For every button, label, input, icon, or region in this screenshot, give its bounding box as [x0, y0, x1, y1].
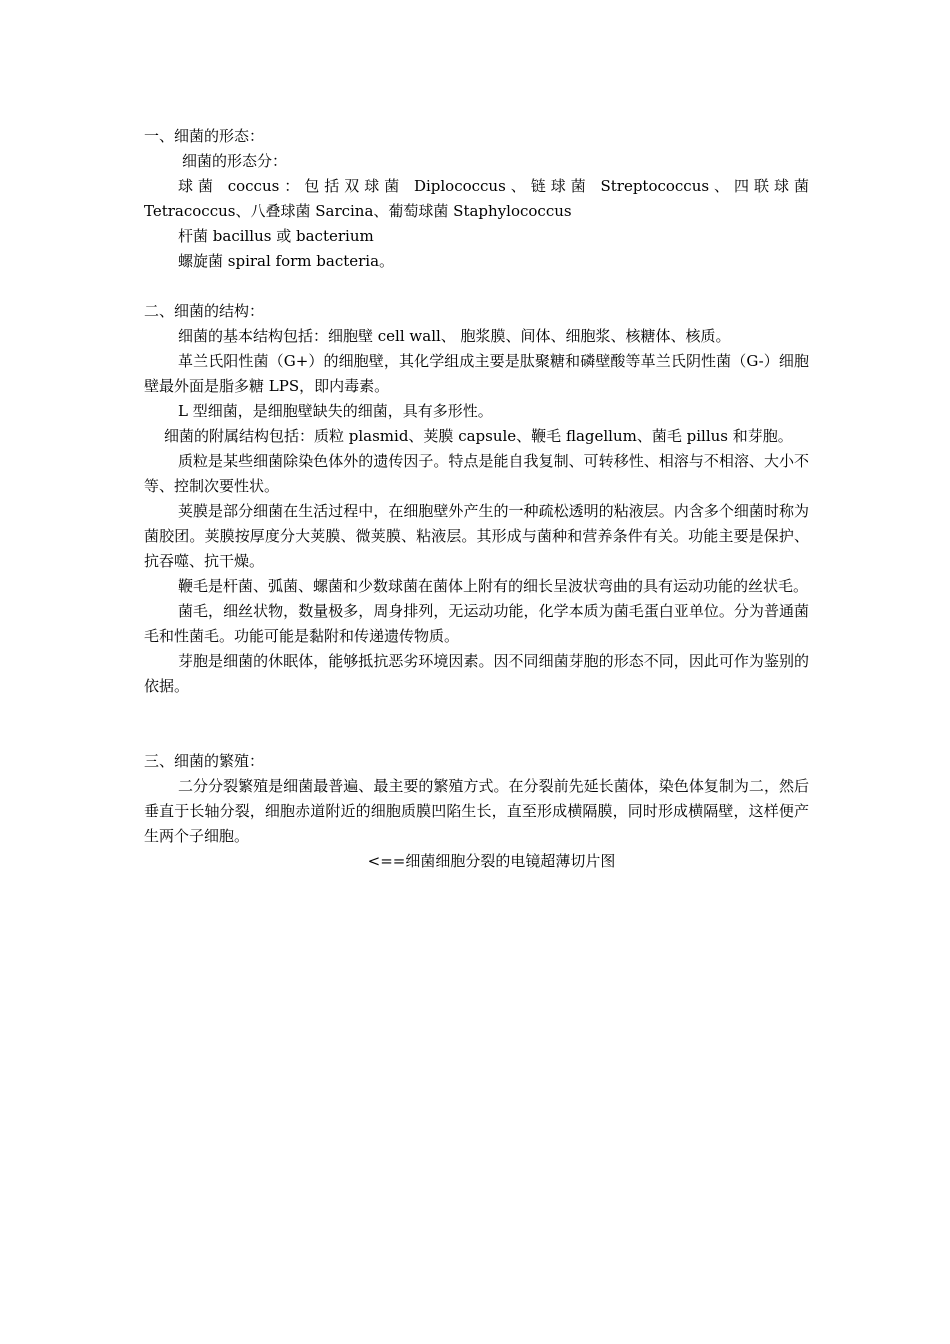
figure-caption: <==细菌细胞分裂的电镜超薄切片图 [367, 852, 616, 870]
section-2-paragraph: 革兰氏阳性菌（G+）的细胞壁，其化学组成主要是肽聚糖和磷壁酸等革兰氏阴性菌（G-）细胞壁最外面是脂多糖 LPS，即内毒素。 [144, 352, 809, 395]
section-1-paragraph: 杆菌 bacillus 或 bacterium [178, 227, 374, 245]
spacer [144, 699, 809, 749]
section-1-paragraph: 细菌的形态分： [182, 152, 288, 170]
section-1-paragraph: 螺旋菌 spiral form bacteria。 [178, 252, 395, 270]
section-3-heading: 三、细菌的繁殖： [144, 752, 265, 770]
section-2-heading: 二、细菌的结构： [144, 302, 265, 320]
section-2-paragraph: L 型细菌，是细胞壁缺失的细菌，具有多形性。 [178, 402, 493, 420]
section-2-paragraph: 芽胞是细菌的休眠体，能够抵抗恶劣环境因素。因不同细菌芽胞的形态不同，因此可作为鉴别的依据。 [144, 652, 809, 695]
section-2-paragraph: 细菌的附属结构包括：质粒 plasmid、荚膜 capsule、鞭毛 flagellum、菌毛 pillus 和芽胞。 [164, 427, 793, 445]
section-3-paragraph: 二分分裂繁殖是细菌最普遍、最主要的繁殖方式。在分裂前先延长菌体，染色体复制为二，然后垂直于长轴分裂，细胞赤道附近的细胞质膜凹陷生长，直至形成横隔膜，同时形成横隔壁，这样便产生两个子细胞。 [144, 777, 809, 845]
section-2-paragraph: 荚膜是部分细菌在生活过程中，在细胞壁外产生的一种疏松透明的粘液层。内含多个细菌时称为菌胶团。荚膜按厚度分大荚膜、微荚膜、粘液层。其形成与菌种和营养条件有关。功能主要是保护、抗吞噬、抗干燥。 [144, 502, 809, 570]
section-2-paragraph: 细菌的基本结构包括：细胞壁 cell wall、 胞浆膜、间体、细胞浆、核糖体、核质。 [178, 327, 731, 345]
section-2-paragraph: 鞭毛是杆菌、弧菌、螺菌和少数球菌在菌体上附有的细长呈波状弯曲的具有运动功能的丝状毛。 [178, 577, 809, 595]
section-1-paragraph: 球菌 coccus：包括双球菌 Diplococcus、链球菌 Streptococcus、四联球菌 Tetracoccus、八叠球菌 Sarcina、葡萄球菌 Staphylococcus [144, 177, 809, 220]
section-2-paragraph: 菌毛，细丝状物，数量极多，周身排列，无运动功能，化学本质为菌毛蛋白亚单位。分为普通菌毛和性菌毛。功能可能是黏附和传递遗传物质。 [144, 602, 809, 645]
spacer [144, 274, 809, 299]
section-2-paragraph: 质粒是某些细菌除染色体外的遗传因子。特点是能自我复制、可转移性、相溶与不相溶、大小不等、控制次要性状。 [144, 452, 809, 495]
document-page [144, 124, 809, 874]
section-1-heading: 一、细菌的形态： [144, 127, 265, 145]
